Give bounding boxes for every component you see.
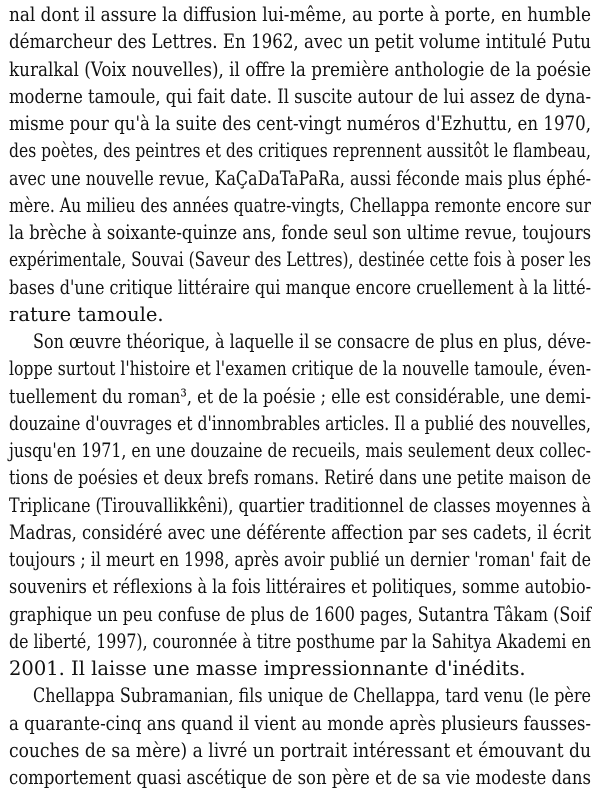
- text-line: [9, 709, 591, 739]
- text-line-content: bases d'une critique littéraire qui manque encore cruellement à la litté-: [9, 275, 591, 299]
- text-line: [9, 136, 591, 166]
- text-line-content: tuellement du roman³, et de la poésie ; elle est considérable, une demi-: [9, 384, 591, 408]
- text-line-content: mère. Au milieu des années quatre-vingts, Chellappa remonte encore sur: [9, 193, 591, 217]
- text-line: [9, 409, 591, 439]
- text-line: [9, 245, 591, 275]
- text-line-content: expérimentale, Souvai (Saveur des Lettres), destinée cette fois à poser les: [9, 248, 591, 272]
- text-line-content: Triplicane (Tirouvallikkêni), quartier traditionnel de classes moyennes à: [9, 493, 591, 517]
- text-line-content: misme pour qu'à la suite des cent-vingt numéros d'Ezhuttu, en 1970,: [9, 112, 591, 135]
- text-line-content: graphique un peu confuse de plus de 1600 pages, Sutantra Tâkam (Soif: [9, 602, 591, 626]
- text-line: [9, 109, 591, 139]
- text-line-content: Chellappa Subramanian, fils unique de Chellappa, tard venu (le père: [33, 684, 591, 708]
- text-line-content: couches de sa mère) a livré un portrait intéressant et émouvant du: [9, 738, 591, 762]
- text-line: [9, 491, 591, 521]
- text-line-content: douzaine d'ouvrages et d'innombrables articles. Il a publié des nouvelles,: [9, 411, 591, 435]
- text-line-content: a quarante-cinq ans quand il vient au monde après plusieurs fausses-: [9, 711, 591, 735]
- text-line: [9, 273, 591, 303]
- text-line: [9, 55, 591, 85]
- text-line-content: tions de poésies et deux brefs romans. Retiré dans une petite maison de: [9, 466, 591, 490]
- text-line: [9, 436, 591, 466]
- text-line-content: Son œuvre théorique, à laquelle il se consacre de plus en plus, déve-: [33, 330, 591, 353]
- text-line: [9, 463, 591, 493]
- text-line-content: loppe surtout l'histoire et l'examen critique de la nouvelle tamoule, éven-: [9, 357, 591, 381]
- text-line-content: nal dont il assure la diffusion lui-même, au porte à porte, en humble: [9, 3, 591, 26]
- text-line: [9, 382, 591, 412]
- text-line: [9, 164, 591, 194]
- text-line-content: des poètes, des peintres et des critiques reprennent aussitôt le flambeau,: [9, 139, 591, 163]
- text-line: [9, 218, 591, 248]
- text-line: [9, 354, 591, 384]
- text-line: [9, 518, 591, 548]
- text-line: [9, 763, 591, 788]
- text-line: [9, 545, 591, 575]
- text-line-content: la brèche à soixante-quinze ans, fonde seul son ultime revue, toujours: [9, 221, 591, 244]
- text-line-content: moderne tamoule, qui fait date. Il suscite autour de lui assez de dyna-: [9, 84, 591, 108]
- text-line: [33, 327, 591, 357]
- text-line: [9, 27, 591, 57]
- text-line-content: kuralkal (Voix nouvelles), il offre la première anthologie de la poésie: [9, 57, 591, 81]
- text-line-content: rature tamoule.: [9, 302, 164, 326]
- text-line: [9, 654, 591, 684]
- text-line-content: 2001. Il laisse une masse impressionnante d'inédits.: [9, 657, 526, 680]
- text-line-content: démarcheur des Lettres. En 1962, avec un petit volume intitulé Putu: [9, 30, 591, 54]
- text-line-content: souvenirs et réflexions à la fois littéraires et politiques, somme autobio-: [9, 575, 591, 599]
- text-line: [9, 572, 591, 602]
- text-line: [9, 627, 591, 657]
- text-line-content: de liberté, 1997), couronnée à titre posthume par la Sahitya Akademi en: [9, 629, 591, 653]
- text-line: [9, 0, 591, 30]
- text-line: [9, 300, 591, 330]
- text-line-content: jusqu'en 1971, en une douzaine de recueils, mais seulement deux collec-: [9, 439, 591, 462]
- text-line: [9, 191, 591, 221]
- text-line-content: Madras, considéré avec une déférente affection par ses cadets, il écrit: [9, 520, 591, 544]
- text-line-content: toujours ; il meurt en 1998, après avoir publié un dernier 'roman' fait de: [9, 548, 591, 571]
- text-line-content: avec une nouvelle revue, KaÇaDaTaPaRa, aussi féconde mais plus éphé-: [9, 166, 591, 190]
- text-line: [33, 681, 591, 711]
- text-line: [9, 736, 591, 766]
- text-line: [9, 82, 591, 112]
- text-line: [9, 600, 591, 630]
- text-line-content: comportement quasi ascétique de son père et de sa vie modeste dans: [9, 766, 591, 788]
